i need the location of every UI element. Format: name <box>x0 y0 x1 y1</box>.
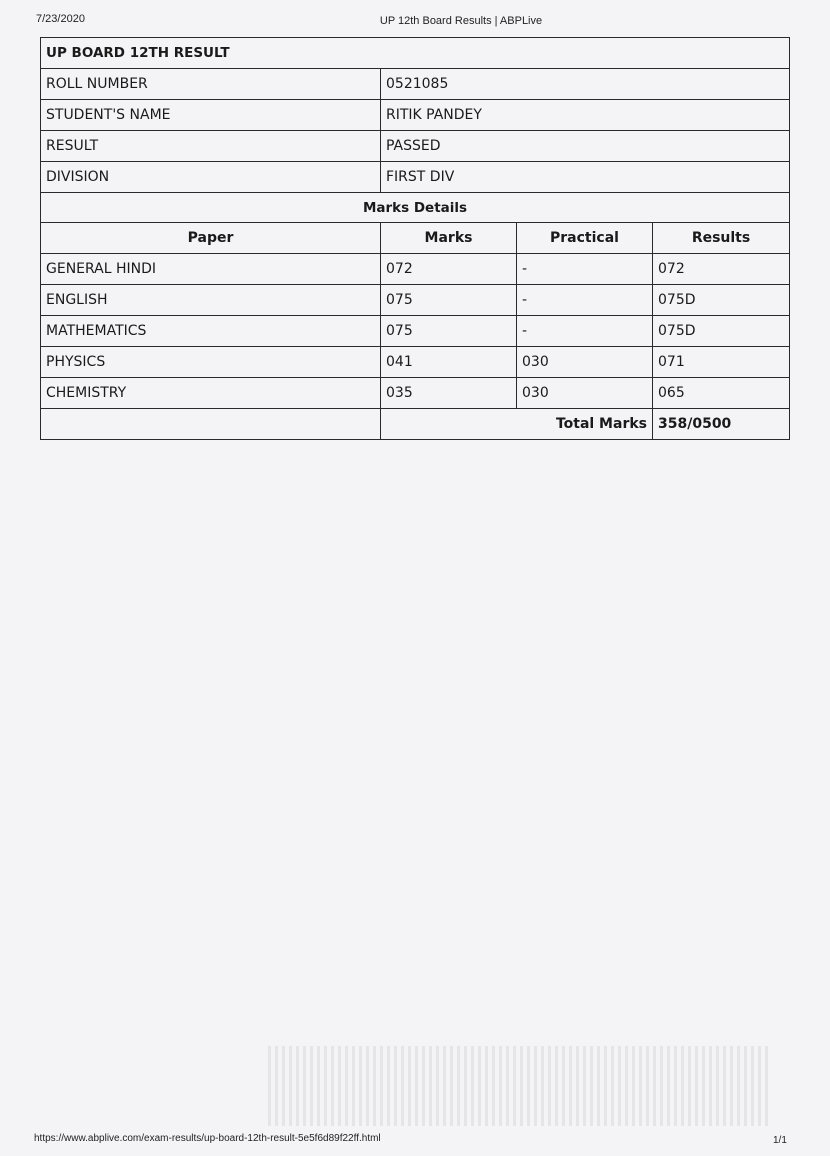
table-row <box>41 316 790 347</box>
roll-number-row <box>41 69 790 100</box>
practical-marks: - <box>517 316 653 347</box>
total-empty-cell <box>41 409 381 440</box>
practical-marks: - <box>517 254 653 285</box>
roll-number-label: ROLL NUMBER <box>41 69 381 100</box>
practical-marks: 030 <box>517 347 653 378</box>
practical-marks: - <box>517 285 653 316</box>
division-label: DIVISION <box>41 162 381 193</box>
theory-marks: 041 <box>381 347 517 378</box>
roll-number-value: 0521085 <box>381 69 790 100</box>
practical-marks: 030 <box>517 378 653 409</box>
table-row <box>41 378 790 409</box>
total-marks-value: 358/0500 <box>653 409 790 440</box>
student-name-row <box>41 100 790 131</box>
column-header-marks: Marks <box>381 223 517 254</box>
subject-result: 071 <box>653 347 790 378</box>
paper-name: MATHEMATICS <box>41 316 381 347</box>
marks-column-header-row <box>41 223 790 254</box>
student-name-value: RITIK PANDEY <box>381 100 790 131</box>
paper-name: PHYSICS <box>41 347 381 378</box>
table-row <box>41 285 790 316</box>
theory-marks: 035 <box>381 378 517 409</box>
marks-details-heading: Marks Details <box>41 193 790 223</box>
print-url: https://www.abplive.com/exam-results/up-board-12th-result-5e5f6d89f22ff.html <box>34 1133 381 1144</box>
theory-marks: 072 <box>381 254 517 285</box>
total-marks-label: Total Marks <box>381 409 653 440</box>
subject-result: 072 <box>653 254 790 285</box>
subject-result: 075D <box>653 316 790 347</box>
paper-name: CHEMISTRY <box>41 378 381 409</box>
subject-result: 075D <box>653 285 790 316</box>
marks-details-heading-row <box>41 193 790 223</box>
theory-marks: 075 <box>381 285 517 316</box>
division-row <box>41 162 790 193</box>
result-status-value: PASSED <box>381 131 790 162</box>
faint-bleed-through-print <box>268 1046 768 1126</box>
paper-name: GENERAL HINDI <box>41 254 381 285</box>
print-page-title: UP 12th Board Results | ABPLive <box>379 15 543 27</box>
result-heading-row <box>41 38 790 69</box>
table-row <box>41 347 790 378</box>
total-marks-row <box>41 409 790 440</box>
theory-marks: 075 <box>381 316 517 347</box>
print-date: 7/23/2020 <box>36 13 85 25</box>
result-heading: UP BOARD 12TH RESULT <box>41 38 790 69</box>
column-header-practical: Practical <box>517 223 653 254</box>
result-table <box>40 37 790 440</box>
paper-name: ENGLISH <box>41 285 381 316</box>
print-page-number: 1/1 <box>773 1135 787 1146</box>
column-header-results: Results <box>653 223 790 254</box>
result-status-row <box>41 131 790 162</box>
table-row <box>41 254 790 285</box>
division-value: FIRST DIV <box>381 162 790 193</box>
student-name-label: STUDENT'S NAME <box>41 100 381 131</box>
column-header-paper: Paper <box>41 223 381 254</box>
result-status-label: RESULT <box>41 131 381 162</box>
subject-result: 065 <box>653 378 790 409</box>
